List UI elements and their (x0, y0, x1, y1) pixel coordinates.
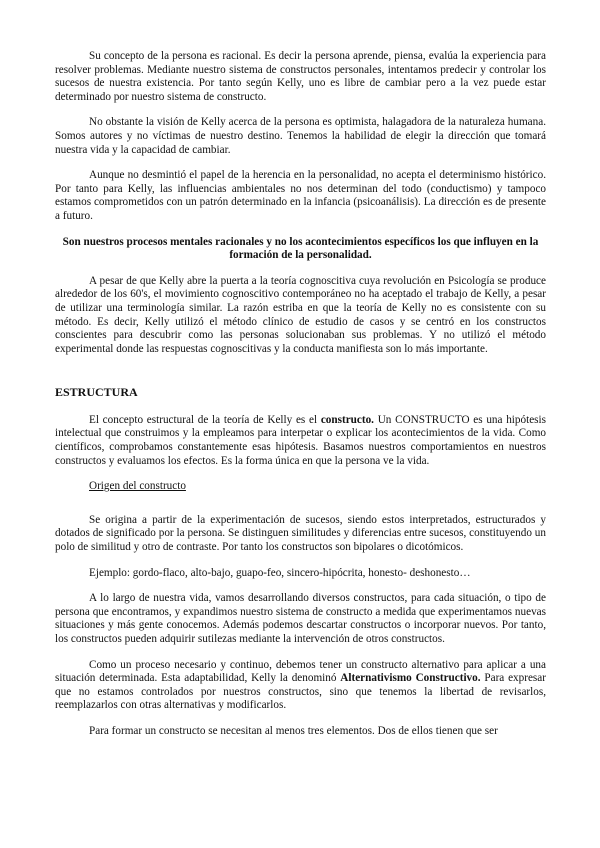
paragraph-cognitive-theory: A pesar de que Kelly abre la puerta a la teoría cognoscitiva cuya revolución en Psicología se produce alrededor de los 60's, el movimiento cognoscitivo contemporáneo no ha aceptado el trabajo de Kelly, a pesar de utilizar una terminología similar. La razón estriba en que la teoría de Kelly no es consistente con su método. Es decir, Kelly utilizó el método clínico de estudio de casos y se centró en los constructos conscientes para descubrir como las personas solucionaban sus problemas. Y no utilizó el método experimental donde las respuestas cognoscitivas y la conducta manifiesta son lo más importante. (55, 274, 546, 355)
paragraph-origin: Se origina a partir de la experimentación de sucesos, siendo estos interpretados, estructurados y dotados de significado por la persona. Se distinguen similitudes y diferencias entre sucesos, constituyendo un polo de similitud y otro de contraste. Por tanto los constructos son bipolares o dicotómicos. (55, 513, 546, 554)
paragraph-development: A lo largo de nuestra vida, vamos desarrollando diversos constructos, para cada situación, o tipo de persona que encontramos, y expandimos nuestro sistema de constructo a medida que experimentamos nuevas situaciones y más gente conocemos. Además podemos descartar constructos o incorporar nuevos. Por tanto, los constructos pueden adquirir sutilezas mediante la intervención de otros constructos. (55, 592, 546, 645)
text-segment: Un CONSTRUCTO es una hipótesis intelectual que construimos y la empleamos para interpetar o explicar los acontecimientos de la vida. Como científicos, comprobamos constantemente esas hipótesis. Basamos nuestros comportamientos en nuestros constructos y evaluamos los efectos. Es la forma única en que la persona ve la vida. (55, 413, 546, 467)
paragraph-construct-definition (55, 414, 546, 468)
section-heading: ESTRUCTURA (55, 385, 138, 400)
subheading-origin: Origen del constructo (89, 480, 186, 493)
paragraph-example: Ejemplo: gordo-flaco, alto-bajo, guapo-feo, sincero-hipócrita, honesto- deshonesto… (89, 566, 471, 579)
paragraph-optimistic-view: No obstante la visión de Kelly acerca de la persona es optimista, halagadora de la naturaleza humana. Somos autores y no víctimas de nuestro destino. Tenemos la habilidad de elegir la dirección que tomará nuestra vida y la capacidad de cambiar. (55, 116, 546, 156)
bold-term-construct: constructo. (320, 413, 374, 426)
paragraph-heredity: Aunque no desmintió el papel de la herencia en la personalidad, no acepta el determinismo histórico. Por tanto para Kelly, las influencias ambientales no nos determinan del todo (conductismo) y tampoco estamos comprometidos con un patrón determinado en la infancia (psicoanálisis). La dirección es de presente a futuro. (55, 169, 546, 222)
document-page (55, 50, 546, 751)
paragraph-three-elements: Para formar un constructo se necesitan al menos tres elementos. Dos de ellos tienen que ser (89, 724, 498, 737)
text-segment: Como un proceso necesario y continuo, debemos tener un constructo alternativo para aplicar a una situación determinada. Esta adaptabilidad, Kelly la denominó (55, 658, 546, 685)
text-segment: Para expresar que no estamos controlados por nuestros constructos, sino que tenemos la libertad de revisarlos, reemplazarlos con otras alternativas y modificarlos. (55, 672, 546, 712)
text-segment: El concepto estructural de la teoría de Kelly es el (89, 413, 321, 426)
thesis-statement: Son nuestros procesos mentales racionales y no los acontecimientos específicos los que influyen en la formación de la personalidad. (62, 235, 539, 262)
paragraph-rational-concept: Su concepto de la persona es racional. Es decir la persona aprende, piensa, evalúa la experiencia para resolver problemas. Mediante nuestro sistema de constructos personales, intentamos predecir y controlar los sucesos de nuestra existencia. Por tanto según Kelly, uno es libre de cambiar pero a la vez puede estar determinado por nuestro sistema de constructo. (55, 50, 546, 103)
paragraph-alternativism (55, 659, 546, 713)
bold-term-alternativism: Alternativismo Constructivo. (340, 672, 481, 685)
